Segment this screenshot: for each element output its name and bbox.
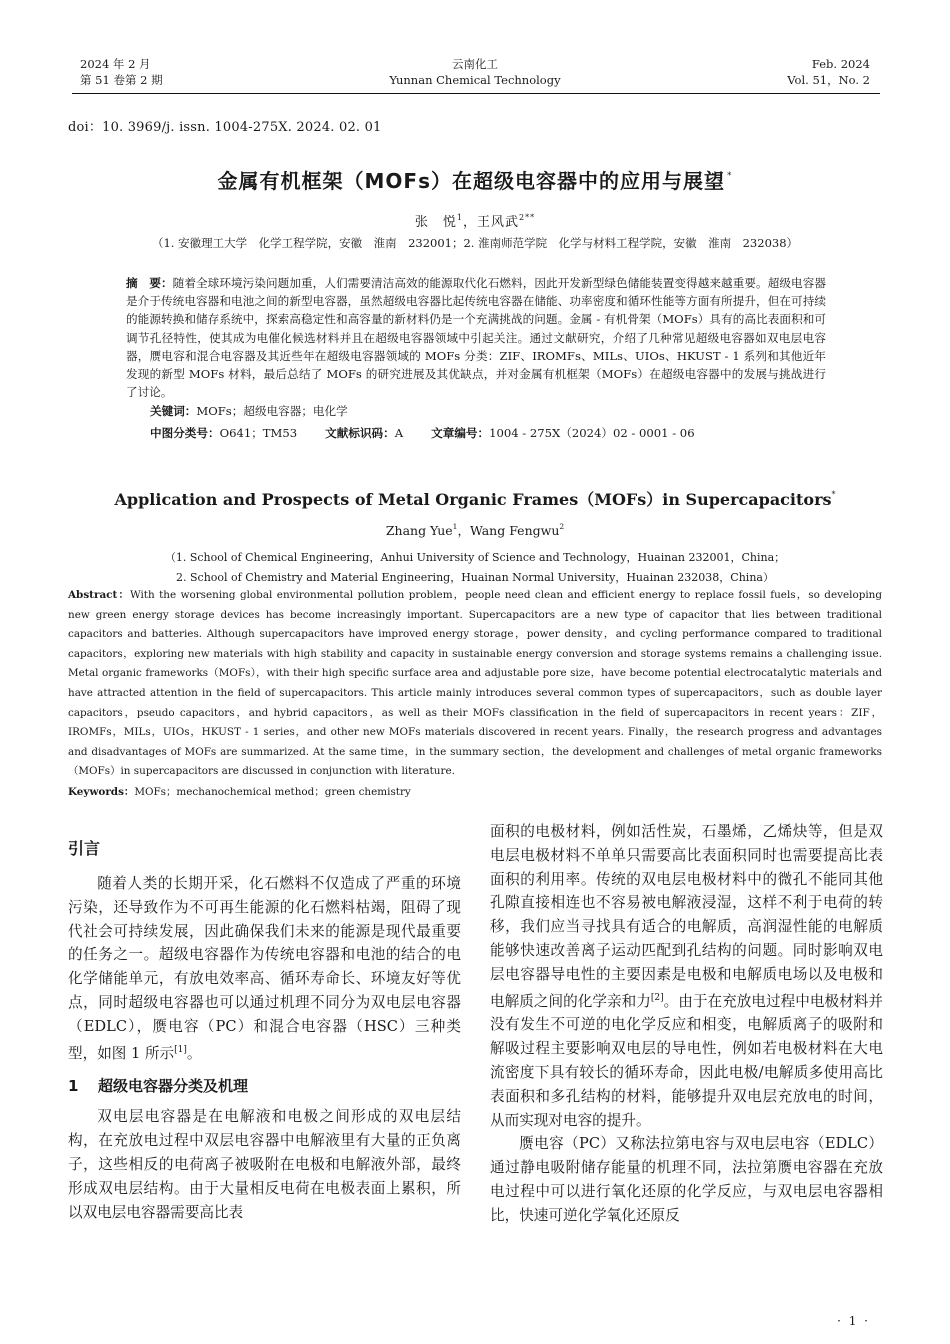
abstract-cn-text: 随着全球环境污染问题加重，人们需要清洁高效的能源取代化石燃料，因此开发新型绿色储能装置变得越来越重要。超级电容器是介于传统电容器和电池之间的新型电容器，虽然超级电容器比起传统电容器在储能、功率密度和循环性能等方面有所提升，但在可持续的能源转换和储存系统中，探索高稳定性和高容量的新材料仍是一个充满挑战的问题。金属 - 有机骨架（MOFs）具有的高比表面积和可调节孔径特性，使其成为电催化候选材料并且在超级电容器领域中引起关注。通过文献研究，介绍了几种常见超级电容器如双电层电容器，赝电容和混合电容器及其近些年在超级电容器领域的 MOFs 分类：ZIF、IROMFs、MILs、UIOs、HKUST - 1 系列和其他近年发现的新型 MOFs 材料，最后总结了 MOFs 的研究进展及其优缺点，并对金属有机框架（MOFs）在超级电容器中的发展与挑战进行了讨论。 (126, 276, 826, 400)
keywords-en (68, 783, 411, 798)
keywords-en-label: Keywords： (68, 786, 135, 798)
keywords-cn-label: 关键词： (150, 404, 197, 418)
body-column-right (490, 820, 883, 1228)
citation-2[interactable]: [2] (650, 992, 664, 1003)
keywords-en-text: MOFs；mechanochemical method；green chemistry (134, 786, 411, 798)
paper-title-en-text: Application and Prospects of Metal Organic Frames（MOFs）in Supercapacitors (114, 490, 832, 509)
authors-en (0, 521, 950, 539)
author-2-affil-mark: 2** (519, 213, 536, 222)
abstract-en-text: With the worsening global environmental pollution problem，people need clean and efficient energy to replace fossil fuels，so developing new green energy storage devices has become increasingly important. Supercapacitors are a new type of capacitor that lies between traditional capacitors and batteries. Although supercapacitors have improved energy storage，power density，and cycling performance compared to traditional capacitors，exploring new materials with high stability and capacity in sustainable energy conversion and storage systems remains a challenging issue. Metal organic frameworks（MOFs），with their high specific surface area and adjustable pore size，have become potential electrocatalytic materials and have attracted attention in the field of supercapacitors. This article mainly introduces several common types of supercapacitors，such as double layer capacitors，pseudo capacitors，and hybrid capacitors，as well as their MOFs classification in the field of supercapacitors in recent years：ZIF，IROMFs，MILs，UIOs，HKUST - 1 series，and other new MOFs materials discovered in recent years. Finally，the research progress and advantages and disadvantages of MOFs are summarized. At the same time，in the summary section，the development and challenges of metal organic frameworks（MOFs）in supercapacitors are discussed in conjunction with literature. (68, 589, 883, 778)
intro-paragraph-text: 随着人类的长期开采，化石燃料不仅造成了严重的环境污染，还导致作为不可再生能源的化石燃料枯竭，阻碍了现代社会可持续发展，因此确保我们未来的能源是现代最重要的任务之一。超级电容器作为传统电容器和电池的结合的电化学储能单元，有放电效率高、循环寿命长、环境友好等优点，同时超级电容器也可以通过机理不同分为双电层电容器（EDLC），赝电容（PC）和混合电容器（HSC）三种类型，如图 1 所示 (68, 875, 461, 1062)
journal-name-cn: 云南化工 (452, 57, 498, 71)
paragraph-continued-text: 面积的电极材料，例如活性炭，石墨烯，乙烯炔等，但是双电层电极材料不单单只需要高比表面积同时也需要提高比表面积的利用率。传统的双电层电极材料中的微孔不能同其他孔隙直接相连也不容易被电解液浸湿，这样不利于电荷的转移，我们应当寻找具有适合的电解质，高润湿性能的电解质能够快速改善离子运动匹配到孔结构的问题。同时影响双电层电容器导电性的主要因素是电极和电解质电场以及电极和电解质之间的化学亲和力 (490, 823, 883, 1010)
clc-label: 中图分类号： (150, 426, 220, 440)
doi-line[interactable]: doi：10. 3969/j. issn. 1004-275X. 2024. 02. 01 (68, 120, 382, 135)
header-date-en: Feb. 2024 (811, 57, 870, 71)
section-1-paragraph-1-continued (490, 820, 883, 1132)
page-number: · 1 · (837, 1314, 870, 1328)
author-2-en: Wang Fengwu (469, 523, 560, 538)
header-volume: 第 51 卷第 2 期 (80, 73, 163, 87)
author-2-en-affil-mark: 2 (559, 522, 565, 531)
author-en-separator: ， (457, 523, 470, 538)
intro-paragraph (68, 872, 461, 1065)
abstract-en (68, 586, 882, 782)
header-date: 2024 年 2 月 (80, 57, 151, 71)
citation-1[interactable]: [1] (174, 1044, 187, 1055)
section-1-number: 1 (68, 1077, 79, 1096)
article-number-value: 1004 - 275X（2024）02 - 0001 - 06 (489, 426, 695, 440)
journal-name-en: Yunnan Chemical Technology (389, 73, 561, 87)
affiliation-en-2: 2. School of Chemistry and Material Engineering，Huainan Normal University，Huainan 232038，China） (176, 571, 774, 584)
author-1-affil-mark: 1 (456, 213, 463, 222)
abstract-cn-label: 摘 要： (126, 276, 173, 290)
abstract-en-label: Abstract： (68, 589, 130, 601)
clc-value: O641；TM53 (219, 426, 298, 440)
title-footnote-mark: * (726, 171, 733, 181)
section-1-heading (68, 1075, 461, 1097)
authors-cn (0, 211, 950, 230)
title-en-footnote-mark: * (831, 490, 836, 499)
author-2-cn: 王风武 (477, 215, 520, 230)
abstract-cn (126, 274, 826, 401)
affiliations-cn: （1. 安徽理工大学 化学工程学院，安徽 淮南 232001；2. 淮南师范学院 化学与材料工程学院，安徽 淮南 232038） (151, 236, 799, 250)
doc-code-value: A (394, 426, 404, 440)
running-header-date-volume-en (787, 56, 870, 88)
author-separator: ， (462, 215, 477, 230)
article-number-label: 文章编号： (431, 426, 490, 440)
section-1-title: 超级电容器分类及机理 (98, 1077, 249, 1096)
section-1-paragraph-2: 赝电容（PC）又称法拉第电容与双电层电容（EDLC）通过静电吸附储存能量的机理不同，法拉第赝电容器在充放电过程中可以进行氧化还原的化学反应，与双电层电容器相比，快速可逆化学氧化还原反 (490, 1135, 883, 1224)
keywords-cn (150, 403, 348, 419)
section-1-paragraph-1: 双电层电容器是在电解液和电极之间形成的双电层结构，在充放电过程中双层电容器中电解液里有大量的正负离子，这些相反的电荷离子被吸附在电极和电解液外部，最终形成双电层结构。由于大量相反电荷在电极表面上累积，所以双电层电容器需要高比表 (68, 1108, 461, 1221)
author-1-cn: 张 悦 (414, 215, 457, 230)
classification-line (150, 425, 695, 441)
paper-title-en (0, 487, 950, 510)
doc-code-label: 文献标识码： (325, 426, 395, 440)
body-column-left (68, 820, 461, 1224)
intro-heading: 引言 (68, 839, 101, 858)
paper-title-cn-text: 金属有机框架（MOFs）在超级电容器中的应用与展望 (217, 169, 725, 193)
paragraph-continued-end: 。由于在充放电过程中电极材料并没有发生不可逆的电化学反应和相变，电解质离子的吸附和解吸过程主要影响双电层的导电性，例如若电极材料在大电流密度下具有较长的循环寿命，因此电极/电解质多使用高比表面积和多孔结构的材料，能够提升双电层充放电的时间，从而实现对电容的提升。 (490, 992, 883, 1129)
header-divider (72, 93, 880, 94)
keywords-cn-text: MOFs；超级电容器；电化学 (196, 404, 348, 418)
author-1-en-affil-mark: 1 (452, 522, 458, 531)
header-volume-en: Vol. 51，No. 2 (787, 73, 870, 87)
intro-paragraph-end: 。 (186, 1044, 202, 1062)
author-1-en: Zhang Yue (385, 523, 453, 538)
paper-title-cn (0, 165, 950, 194)
affiliation-en-1: （1. School of Chemical Engineering，Anhui University of Science and Technology，Huainan 232001，China； (164, 551, 786, 564)
